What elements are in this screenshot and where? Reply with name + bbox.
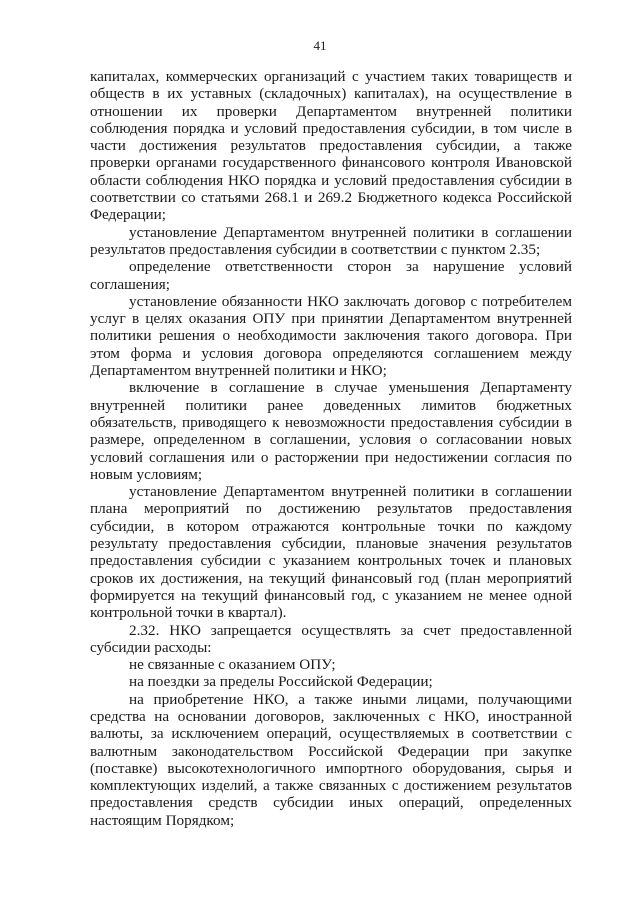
paragraph: определение ответственности сторон за нарушение условий соглашения;	[90, 258, 572, 293]
list-item: на поездки за пределы Российской Федерации;	[129, 673, 433, 691]
document-body	[90, 68, 572, 829]
page-number: 41	[313, 38, 327, 53]
paragraph: установление обязанности НКО заключать договор с потребителем услуг в целях оказания ОПУ при принятии Департаментом внутренней политики решения о необходимости заключения такого договора. При этом форма и условия договора определяются соглашением между Департаментом внутренней политики и НКО;	[90, 292, 572, 380]
paragraph: установление Департаментом внутренней политики в соглашении плана мероприятий по достижению результатов предоставления субсидии, в котором отражаются контрольные точки по каждому результату предоставления субсидии, плановые значения результатов предоставления субсидии с указанием контрольных точек и плановых сроков их достижения, на текущий финансовый год (план мероприятий формируется на текущий финансовый год, с указанием не менее одной контрольной точки в квартал).	[90, 483, 572, 622]
paragraph: включение в соглашение в случае уменьшения Департаменту внутренней политики ранее доведенных лимитов бюджетных обязательств, приводящего к невозможности предоставления субсидии в размере, определенном в соглашении, условия о согласовании новых условий соглашения или о расторжении при недостижении согласия по новым условиям;	[90, 379, 572, 483]
list-item: не связанные с оказанием ОПУ;	[129, 656, 336, 674]
section-2-32-heading: 2.32. НКО запрещается осуществлять за счет предоставленной субсидии расходы:	[90, 621, 572, 656]
paragraph: установление Департаментом внутренней политики в соглашении результатов предоставления субсидии в соответствии с пунктом 2.35;	[90, 223, 572, 258]
list-item: на приобретение НКО, а также иными лицами, получающими средства на основании договоров, заключенных с НКО, иностранной валюты, за исключением операций, осуществляемых в соответствии с валютным законодательством Российской Федерации при закупке (поставке) высокотехнологичного импортного оборудования, сырья и комплектующих изделий, а также связанных с достижением результатов предоставления средств субсидии иных операций, определенных настоящим Порядком;	[90, 690, 572, 829]
paragraph-continuation: капиталах, коммерческих организаций с участием таких товариществ и обществ в их уставных (складочных) капиталах), на осуществление в отношении их проверки Департаментом внутренней политики соблюдения порядка и условий предоставления субсидии, в том числе в части достижения результатов предоставления субсидии, а также проверки органами государственного финансового контроля Ивановской области соблюдения НКО порядка и условий предоставления субсидии в соответствии со статьями 268.1 и 269.2 Бюджетного кодекса Российской Федерации;	[90, 68, 572, 224]
